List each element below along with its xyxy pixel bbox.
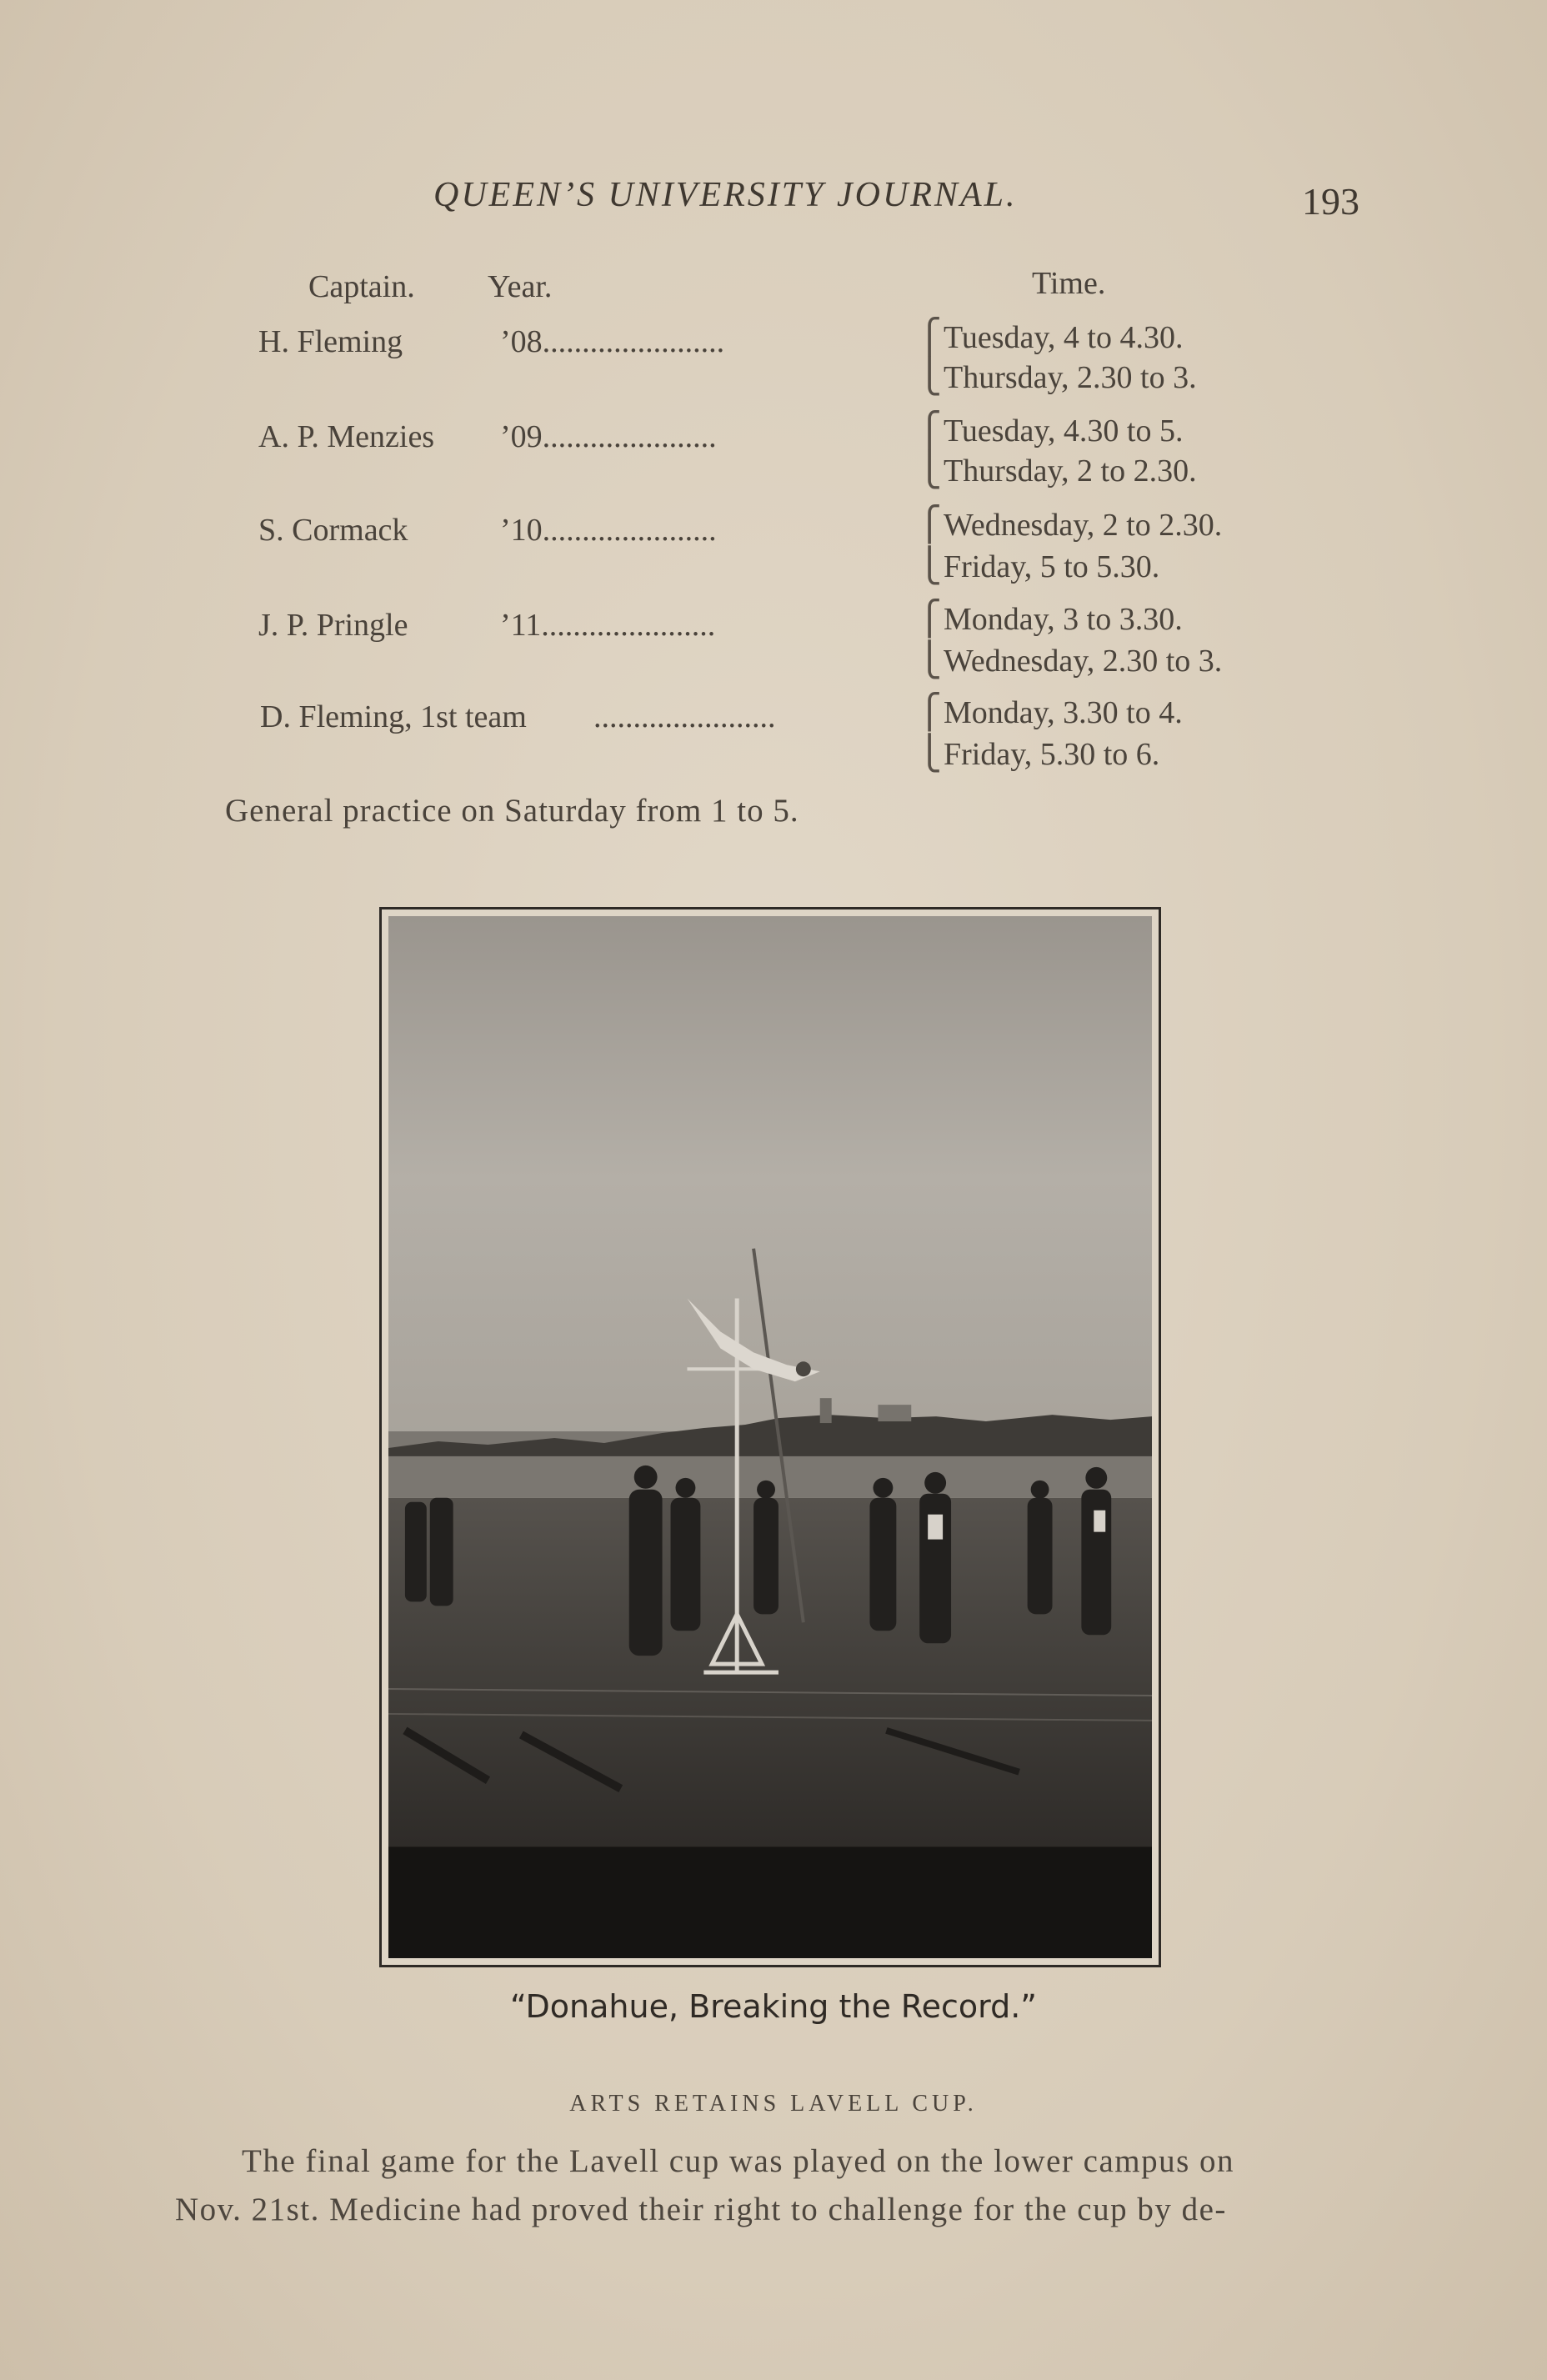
photograph xyxy=(379,907,1161,1967)
year-value: ’11 xyxy=(500,608,542,643)
brace-bottom-icon: ⎩ xyxy=(917,641,942,679)
brace-bottom-icon: ⎩ xyxy=(917,734,942,772)
brace-top-icon: ⎧ xyxy=(917,318,942,355)
year-value: ’10 xyxy=(500,513,543,548)
paragraph-line: The final game for the Lavell cup was played on the lower campus on xyxy=(242,2143,1235,2179)
time-slot: ⎩Friday, 5 to 5.30. xyxy=(917,547,1160,584)
year-value: ’08 xyxy=(500,324,543,359)
column-header-captain: Captain. xyxy=(308,269,415,304)
brace-top-icon: ⎧ xyxy=(917,693,942,730)
captain-name: H. Fleming xyxy=(258,324,403,359)
dot-leader: ...................... xyxy=(541,608,716,643)
time-slot: ⎧Monday, 3.30 to 4. xyxy=(917,693,1183,730)
paragraph-line: Nov. 21st. Medicine had proved their right to challenge for the cup by de- xyxy=(175,2192,1227,2227)
time-slot: ⎩Thursday, 2.30 to 3. xyxy=(917,358,1197,395)
general-practice-note: General practice on Saturday from 1 to 5. xyxy=(225,793,799,829)
time-slot: ⎧Monday, 3 to 3.30. xyxy=(917,599,1183,637)
brace-bottom-icon: ⎩ xyxy=(917,547,942,584)
time-slot: ⎧Tuesday, 4.30 to 5. xyxy=(917,411,1184,448)
time-slot: ⎩Thursday, 2 to 2.30. xyxy=(917,451,1197,489)
captain-name: A. P. Menzies xyxy=(258,419,435,454)
captain-name: S. Cormack xyxy=(258,513,408,548)
time-slot: ⎩Wednesday, 2.30 to 3. xyxy=(917,641,1223,679)
page-number: 193 xyxy=(1302,180,1359,223)
column-header-time: Time. xyxy=(1032,266,1106,301)
captain-name: D. Fleming, 1st team xyxy=(260,699,527,734)
dot-leader: ....................... xyxy=(542,324,725,359)
captain-name: J. P. Pringle xyxy=(258,608,408,643)
dot-leader: ....................... xyxy=(593,699,776,734)
dot-leader: ...................... xyxy=(542,513,717,548)
brace-top-icon: ⎧ xyxy=(917,505,942,543)
pole-vault-photo xyxy=(388,916,1152,1958)
brace-top-icon: ⎧ xyxy=(917,599,942,637)
brace-bottom-icon: ⎩ xyxy=(917,451,942,489)
brace-bottom-icon: ⎩ xyxy=(917,358,942,395)
time-slot: ⎩Friday, 5.30 to 6. xyxy=(917,734,1160,772)
column-header-year: Year. xyxy=(488,269,553,304)
section-heading: ARTS RETAINS LAVELL CUP. xyxy=(569,2091,978,2117)
running-head: QUEEN’S UNIVERSITY JOURNAL. xyxy=(433,176,1018,214)
dot-leader: ...................... xyxy=(542,419,717,454)
year-value: ’09 xyxy=(500,419,543,454)
time-slot: ⎧Wednesday, 2 to 2.30. xyxy=(917,505,1223,543)
brace-top-icon: ⎧ xyxy=(917,411,942,448)
photo-caption: “Donahue, Breaking the Record.” xyxy=(510,1988,1037,2025)
time-slot: ⎧Tuesday, 4 to 4.30. xyxy=(917,318,1184,355)
